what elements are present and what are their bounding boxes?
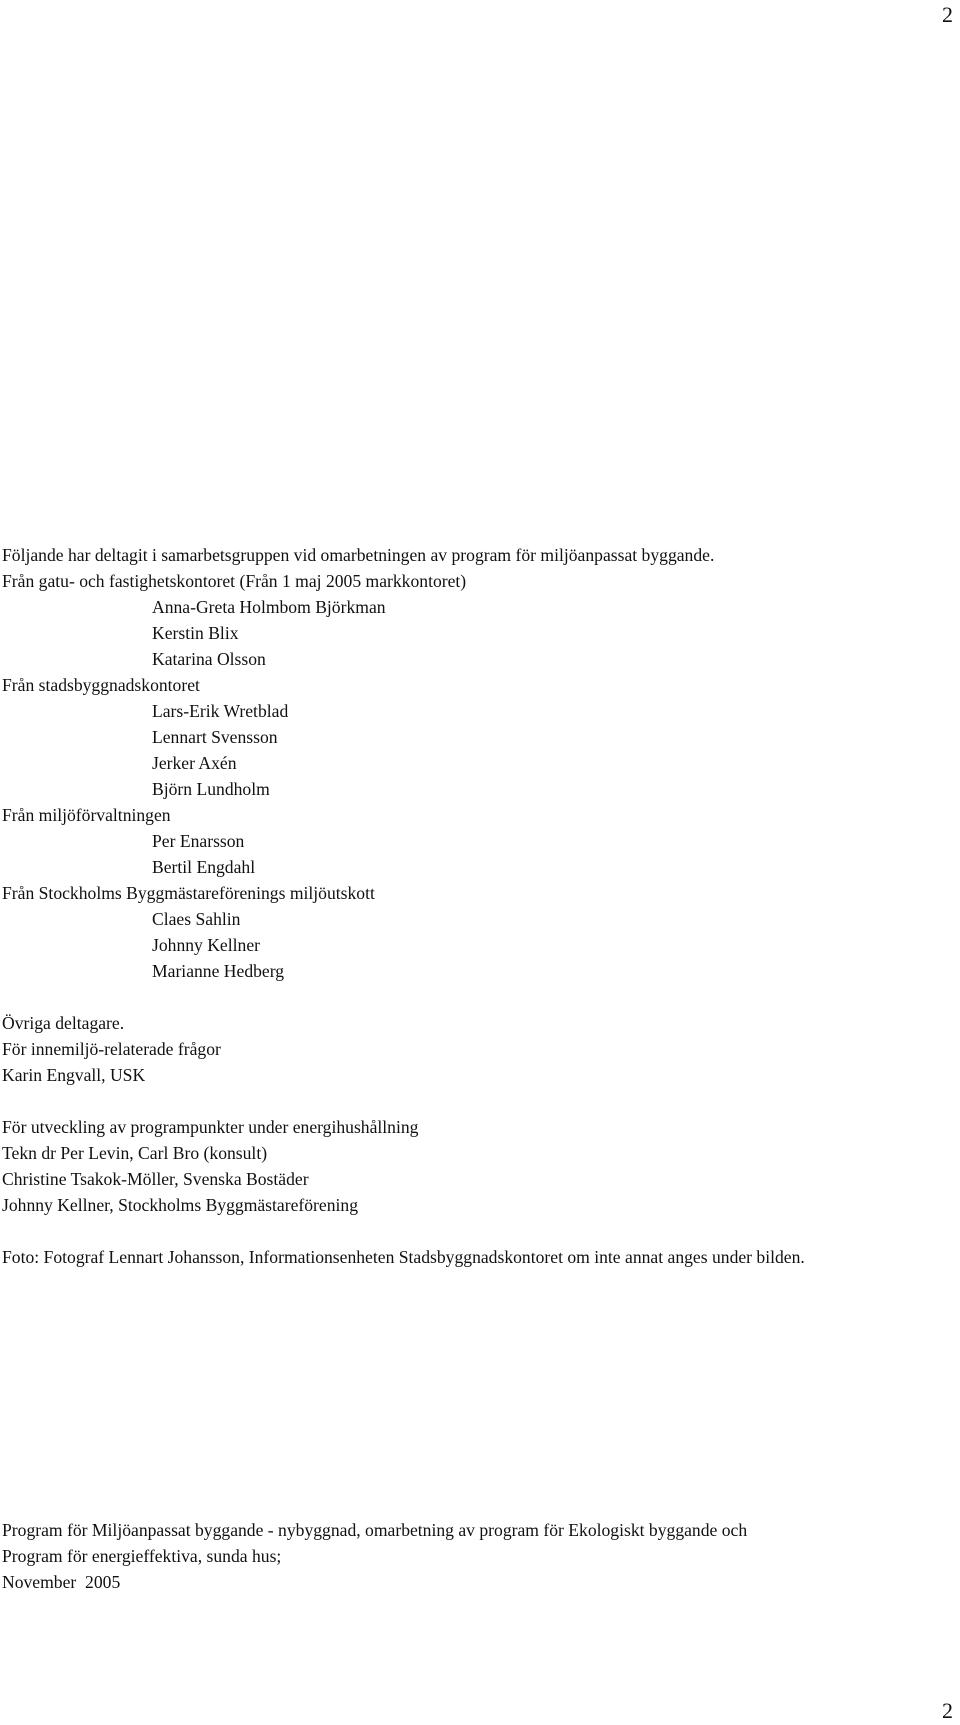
member-name: Per Enarsson (152, 831, 245, 851)
member-name: Marianne Hedberg (152, 961, 285, 981)
footer-date: November 2005 (2, 1572, 121, 1592)
energy-heading: För utveckling av programpunkter under energihushållning (2, 1117, 419, 1137)
member-name: Johnny Kellner (152, 935, 260, 955)
spacer (2, 1218, 957, 1244)
member-name: Bertil Engdahl (152, 857, 256, 877)
member-name: Katarina Olsson (152, 649, 266, 669)
energy-person: Christine Tsakok-Möller, Svenska Bostäder (2, 1169, 309, 1189)
intro-text: Följande har deltagit i samarbetsgruppen vid omarbetningen av program för miljöanpassat byggande. (2, 545, 715, 565)
page-number-bottom: 2 (942, 1698, 953, 1723)
member-name: Björn Lundholm (152, 779, 270, 799)
group-heading: Från gatu- och fastighetskontoret (Från 1 maj 2005 markkontoret) (2, 571, 467, 591)
indoor-heading: För innemiljö-relaterade frågor (2, 1039, 221, 1059)
group-heading: Från Stockholms Byggmästareförenings miljöutskott (2, 883, 375, 903)
member-name: Lars-Erik Wretblad (152, 701, 289, 721)
member-name: Claes Sahlin (152, 909, 241, 929)
footer-line: Program för Miljöanpassat byggande - nybyggnad, omarbetning av program för Ekologiskt byggande och (2, 1520, 748, 1540)
footer-line: Program för energieffektiva, sunda hus; (2, 1546, 282, 1566)
energy-person: Tekn dr Per Levin, Carl Bro (konsult) (2, 1143, 268, 1163)
participants-section (2, 542, 957, 1270)
spacer (2, 1088, 957, 1114)
member-name: Kerstin Blix (152, 623, 239, 643)
indoor-person: Karin Engvall, USK (2, 1065, 146, 1085)
document-footer (2, 1517, 960, 1595)
group-heading: Från miljöförvaltningen (2, 805, 171, 825)
page-number-top: 2 (942, 2, 953, 27)
energy-person: Johnny Kellner, Stockholms Byggmästareförening (2, 1195, 358, 1215)
group-heading: Från stadsbyggnadskontoret (2, 675, 200, 695)
other-participants-heading: Övriga deltagare. (2, 1013, 125, 1033)
photo-credit: Foto: Fotograf Lennart Johansson, Informationsenheten Stadsbyggnadskontoret om inte annat anges under bilden. (2, 1247, 805, 1267)
member-name: Anna-Greta Holmbom Björkman (152, 597, 386, 617)
member-name: Jerker Axén (152, 753, 237, 773)
member-name: Lennart Svensson (152, 727, 278, 747)
spacer (2, 984, 957, 1010)
